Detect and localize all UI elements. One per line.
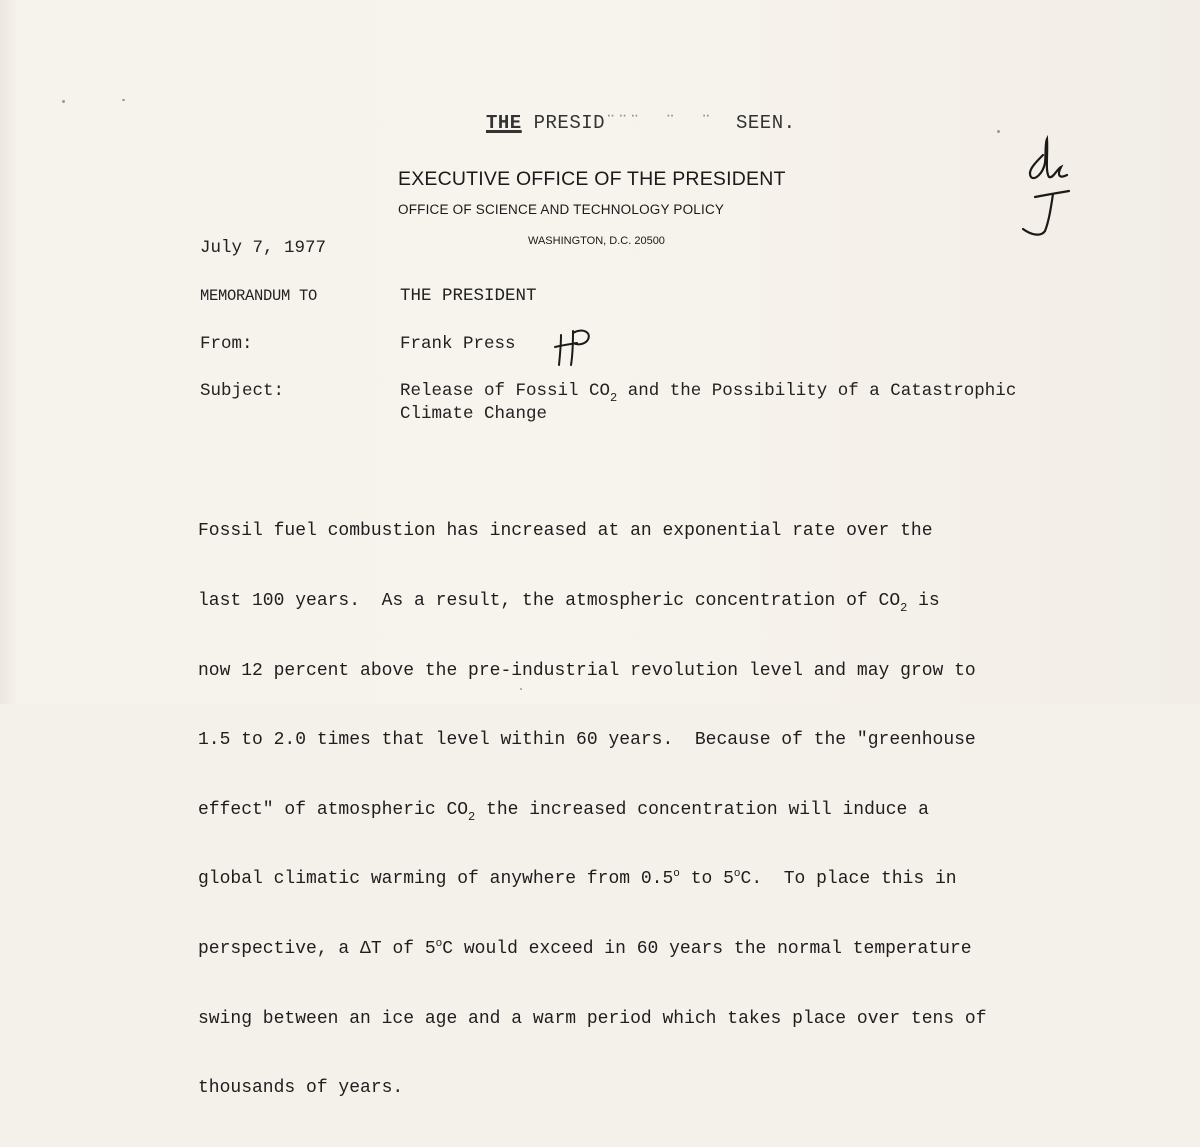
subject-text-pre: Release of Fossil CO — [400, 381, 611, 401]
body-line-5-end: the increased concentration will induce a — [475, 799, 929, 820]
memo-subject-line1 — [400, 381, 1017, 405]
paper-speck — [62, 100, 65, 103]
body-line-6-end: C. To place this in — [740, 869, 957, 890]
body-line-7 — [198, 938, 1098, 961]
subject-text-post: and the Possibility of a Catastrophic — [617, 381, 1017, 401]
body-line-9: thousands of years. — [198, 1078, 404, 1099]
body-co2-subscript: 2 — [468, 809, 476, 824]
body-line-3: now 12 percent above the pre-industrial revolution level and may grow to — [198, 660, 976, 681]
memo-body — [198, 474, 1098, 1147]
body-line-7-text: perspective, a — [198, 938, 361, 959]
body-line-4: 1.5 to 2.0 times that level within 60 years. Because of the "greenhouse — [198, 730, 976, 751]
body-co2-subscript: 2 — [900, 601, 908, 615]
paper-speck — [997, 130, 1000, 133]
letterhead-location: WASHINGTON, D.C. 20500 — [528, 235, 665, 247]
body-line-2-text: last 100 years. As a result, the atmospheric concentration of CO — [198, 591, 901, 611]
delta-t-symbol: ΔT — [360, 938, 382, 959]
degree-superscript: o — [435, 937, 443, 950]
body-line-6-text: global climatic warming of anywhere from 0.5 — [198, 869, 674, 890]
memo-subject-line2: Climate Change — [400, 404, 548, 424]
handwritten-fp-initials — [553, 325, 598, 370]
body-line-5 — [198, 799, 1098, 822]
memo-to-value: THE PRESIDENT — [400, 286, 537, 306]
body-line-1: Fossil fuel combustion has increased at an exponential rate over the — [198, 521, 933, 542]
body-line-6-mid: to 5 — [679, 869, 734, 890]
memo-date: July 7, 1977 — [200, 238, 327, 258]
letterhead-office: EXECUTIVE OFFICE OF THE PRESIDENT — [398, 168, 786, 190]
handwritten-initials-mark — [1005, 135, 1085, 250]
body-line-7-mid: of 5 — [381, 938, 436, 959]
body-line-2 — [198, 590, 1098, 613]
memo-subject-label: Subject: — [200, 381, 285, 401]
degree-superscript: o — [673, 868, 680, 881]
stamp-faded: ¨¨¨ ¨ ¨ — [605, 112, 713, 134]
body-line-6 — [198, 868, 1098, 891]
subject-co2-subscript: 2 — [610, 391, 618, 405]
memo-from-value: Frank Press — [400, 334, 516, 354]
body-line-7-end: C would exceed in 60 years the normal temperature — [442, 938, 972, 959]
memo-to-label: MEMORANDUM TO — [200, 287, 318, 305]
body-line-8: swing between an ice age and a warm period which takes place over tens of — [198, 1008, 987, 1029]
letterhead-sub-office: OFFICE OF SCIENCE AND TECHNOLOGY POLICY — [398, 202, 725, 217]
stamp-the: THE — [486, 112, 522, 134]
memo-from-label: From: — [200, 334, 253, 354]
degree-superscript: o — [733, 868, 741, 881]
stamp-presid: PRESID — [533, 112, 606, 134]
stamp-seen: SEEN. — [735, 112, 796, 134]
body-line-5-text: effect" of atmospheric CO — [198, 799, 469, 820]
paper-speck — [122, 99, 125, 101]
presidential-seen-stamp — [486, 112, 796, 134]
body-line-2-end: is — [907, 591, 940, 611]
